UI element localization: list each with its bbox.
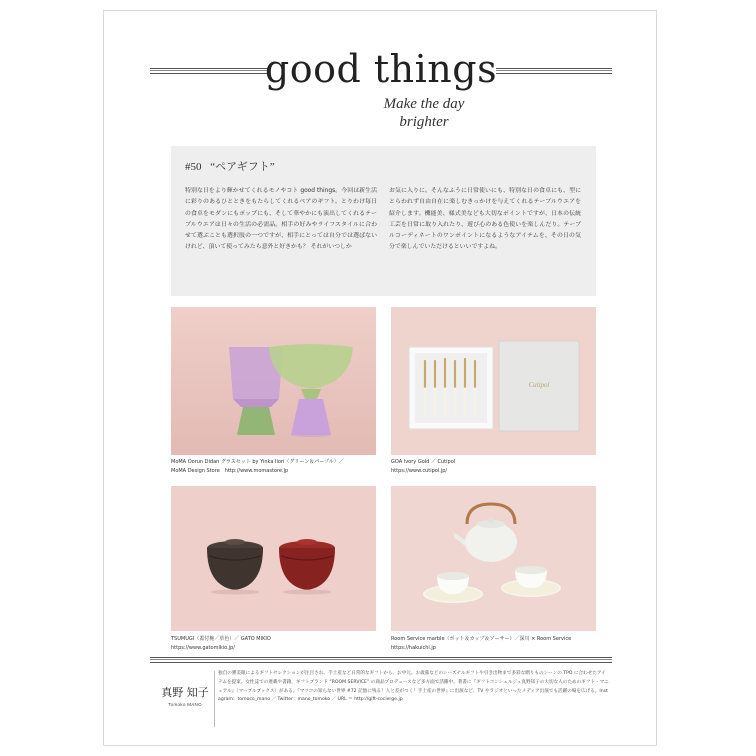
caption-link[interactable]: MoMA Design Store http://www.momastore.jp [171, 468, 289, 474]
footer-divider [214, 671, 215, 727]
caption-lacquer-bowls [171, 635, 381, 653]
magazine-page [103, 10, 657, 746]
author-block [156, 684, 214, 707]
page-title: good things [264, 47, 498, 91]
caption-link[interactable]: https://www.cutipol.jp/ [391, 468, 448, 474]
caption-link[interactable]: https://www.gatomikio.jp/ [171, 645, 235, 651]
intro-title: “ペアギフト” [210, 161, 275, 173]
photo-teapot-set [391, 486, 596, 631]
author-roman: Tomoko MANO [168, 702, 202, 707]
tagline-line1: Make the day [383, 96, 465, 112]
author-name: 真野 知子 [161, 686, 209, 699]
lacquer-bowls-illustration [171, 486, 376, 631]
box-brand-label: Cutipol [528, 381, 550, 389]
tagline-line2: brighter [399, 114, 449, 130]
caption-glass-set [171, 458, 381, 476]
author-bio: 独自の審美眼によるギフトセレクションが注目され、手土産など日常的なギフトから、お中元、お歳暮などのシーズナルギフトや引き出物まで多彩な贈りものシーンの TPO に合わせたアイテムを提案。女性誌での連載や書籍、ギフトブランド “ROOM SERVICE” の商品プロデュースなど多方面で活躍中。著書に『ギフトコンシェルジュ真野知子の大切な人のためのギフト・マニュアル』（マーブルブックス）がある。『マツコの知らない世界 #72 記憶に残る！人と差がつく！手土産の世界』に出演など、TV やラジオといったメディア出演でも活躍の場を広げる。Instagram：tomoco_mano ／ Twitter：mano_tomoko ／ URL ＝ http://gift-cocierge.jp [218, 671, 609, 703]
tagline [294, 95, 554, 131]
issue-number: #50 [185, 161, 202, 173]
intro-column-right: お気に入りに。そんなふうに日常使いにも、特別な日の食卓にも、型にとらわれず自由自在に楽しむきっかけを与えてくれるテーブルウエアを紹介します。機能美、様式美なども大切なポイントですが、日本の伝統工芸を日常に取り入れたり、遊び心のある色使いを楽しんだり。テーブルコーディネートのワンポイントになるようなアイテムを、その日の気分で楽しんでいただけるといいですよね。 [389, 188, 581, 251]
photo-cutlery-set [391, 307, 596, 455]
caption-teapot-set [391, 635, 601, 653]
glass-set-illustration [171, 307, 376, 455]
teapot-illustration [391, 486, 596, 631]
footer-rule [150, 657, 612, 663]
caption-line: TSUMUGI（蓋付椀／草色）／ GATO MIKIO [171, 636, 271, 642]
caption-link[interactable]: https://hakuichi.jp [391, 645, 436, 651]
caption-line: Room Service marble（ポット＆カップ＆ソーサー）／深川 × Room Service [391, 636, 572, 642]
caption-line: GOA Ivory Gold ／ Cutipol [391, 459, 456, 465]
intro-box [171, 146, 596, 296]
caption-cutlery-set [391, 458, 601, 476]
photo-lacquer-bowls [171, 486, 376, 631]
caption-line: MoMA Oorun Didan グラスセット by Yinka Ilori（グリーン＆パープル）／ [171, 459, 344, 465]
photo-glass-set [171, 307, 376, 455]
intro-heading [185, 158, 275, 174]
intro-column-left: 特別な日をより輝かせてくれるモノやコト good things。今回は新生活に彩りのあるひとときをもたらしてくれるペアのギフト。とりわけ毎日の食卓をモダンにもポップにも、そして華やかにも演出してくれるテーブルウエアは日々の生活の必需品。相手の好みやライフスタイルに合わせて選ぶことも選択肢の一つですが、相手にとっては自分では選ばないけれど、頂いて使ってみたら意外と好きかも？ それがいつしか [185, 188, 377, 251]
